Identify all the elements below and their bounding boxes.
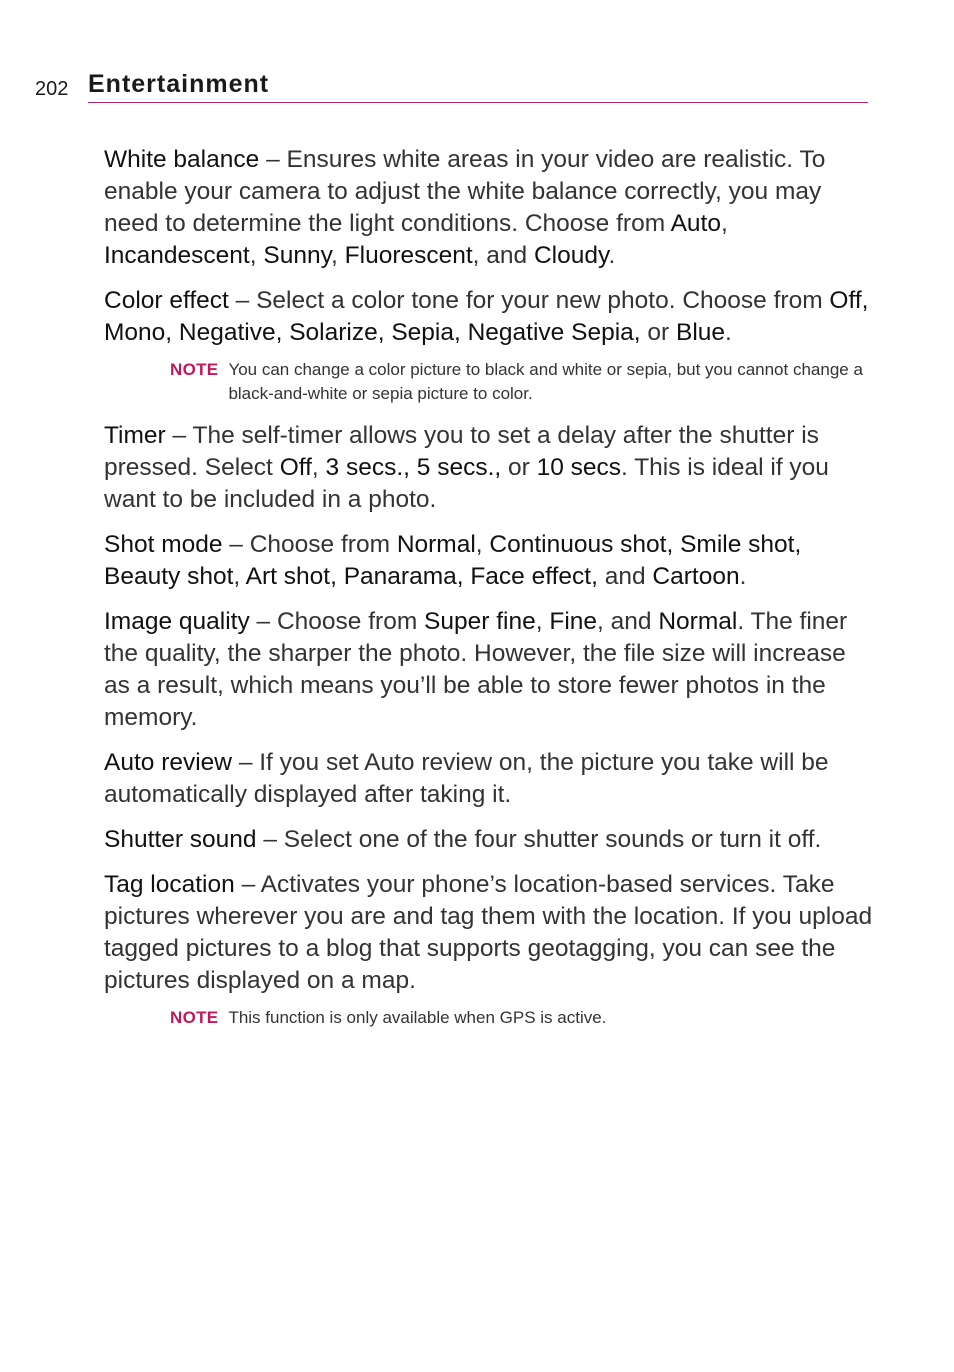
- body-text: – Choose from: [249, 608, 425, 635]
- setting-term: Cloudy: [533, 242, 609, 269]
- body-text: ,: [535, 608, 550, 635]
- setting-term: Super fine: [424, 608, 536, 635]
- body-text: – Activates your phone’s location-based services. Take pictures wherever you are and tag them with the location. If you upload tagged pictures to a blog that supports geotagging, you can see the pictures displayed on a map.: [104, 871, 873, 994]
- note-text: This function is only available when GPS is active.: [228, 1008, 607, 1027]
- body-text: – If you set Auto review on, the picture you take will be automatically displayed after taking it.: [104, 749, 829, 808]
- setting-term: 3 secs., 5 secs.,: [325, 454, 502, 481]
- setting-paragraph: [104, 747, 874, 811]
- body-text: ,: [475, 531, 490, 558]
- setting-term: Continuous shot, Smile shot, Beauty shot: [104, 531, 802, 590]
- setting-term: Normal: [396, 531, 476, 558]
- body-text: ,: [233, 563, 246, 590]
- setting-term: Fine: [549, 608, 598, 635]
- header-divider: [88, 102, 868, 103]
- body-text: , and: [472, 242, 534, 269]
- note-label: NOTE: [170, 360, 219, 379]
- manual-body: [104, 144, 874, 1044]
- note-text: You can change a color picture to black and white or sepia, but you cannot change a black-and-white or sepia picture to color.: [228, 360, 863, 403]
- body-text: . This is ideal if you want to be included in a photo.: [104, 454, 829, 513]
- body-text: , and: [597, 608, 659, 635]
- setting-paragraph: [104, 529, 874, 593]
- setting-term: Image quality: [104, 608, 250, 635]
- body-text: ,: [249, 242, 264, 269]
- setting-term: Cartoon: [652, 563, 740, 590]
- body-text: – Ensures white areas in your video are realistic. To enable your camera to adjust the white balance correctly, you may need to determine the light conditions. Choose from: [104, 146, 826, 237]
- setting-paragraph: [104, 420, 874, 516]
- setting-term: Auto review: [104, 749, 233, 776]
- body-text: – The self-timer allows you to set a delay after the shutter is pressed. Select: [104, 422, 819, 481]
- body-text: . The finer the quality, the sharper the photo. However, the file size will increase as a result, which means you’ll be able to store fewer photos in the memory.: [104, 608, 848, 731]
- body-text: ,: [311, 454, 326, 481]
- page-number: 202: [35, 78, 69, 100]
- setting-term: Incandescent: [104, 242, 250, 269]
- body-text: and: [597, 563, 653, 590]
- setting-term: 10 secs: [536, 454, 622, 481]
- body-text: or: [640, 319, 676, 346]
- section-title: Entertainment: [88, 70, 270, 98]
- setting-term: Off: [279, 454, 312, 481]
- body-text: .: [725, 319, 732, 346]
- body-text: ,: [331, 242, 345, 269]
- setting-term: Color effect: [104, 287, 229, 314]
- setting-term: Sunny: [263, 242, 332, 269]
- setting-term: Timer: [104, 422, 166, 449]
- body-text: .: [739, 563, 747, 590]
- setting-term: Shot mode: [104, 531, 223, 558]
- note-box: [170, 358, 874, 406]
- body-text: – Select one of the four shutter sounds or turn it off.: [256, 826, 822, 853]
- setting-term: Fluorescent: [344, 242, 473, 269]
- note-label: NOTE: [170, 1008, 219, 1027]
- setting-paragraph: [104, 824, 874, 856]
- setting-term: Shutter sound: [104, 826, 257, 853]
- note-box: [170, 1006, 874, 1030]
- body-text: or: [501, 454, 537, 481]
- setting-term: Tag location: [104, 871, 235, 898]
- setting-paragraph: [104, 144, 874, 272]
- body-text: – Choose from: [222, 531, 397, 558]
- body-text: .: [608, 242, 616, 269]
- body-text: ,: [720, 210, 728, 237]
- setting-term: Auto: [670, 210, 721, 237]
- setting-paragraph: [104, 869, 874, 997]
- body-text: – Select a color tone for your new photo. Choose from: [228, 287, 830, 314]
- setting-paragraph: [104, 285, 874, 349]
- setting-term: Normal: [658, 608, 738, 635]
- setting-term: Art shot, Panarama, Face effect,: [245, 563, 598, 590]
- setting-term: Off, Mono, Negative, Solarize, Sepia, Negative Sepia,: [104, 287, 869, 346]
- setting-term: Blue: [676, 319, 726, 346]
- setting-term: White balance: [104, 146, 260, 173]
- setting-paragraph: [104, 606, 874, 734]
